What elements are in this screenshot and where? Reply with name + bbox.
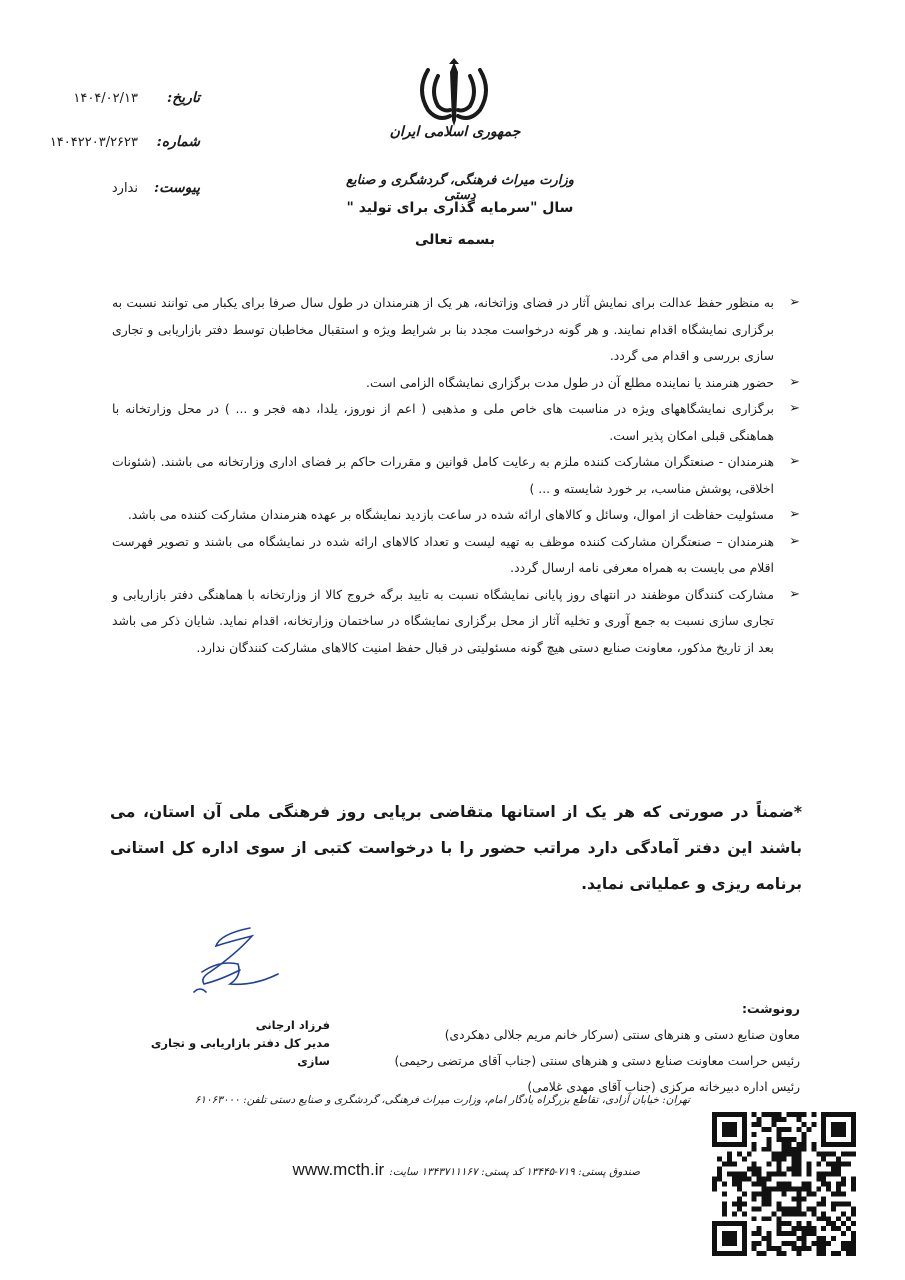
number-row (40, 134, 200, 158)
iran-emblem-icon (414, 58, 494, 128)
check-arrow-icon: ➢ (789, 586, 800, 602)
attachment-label: پیوست: (154, 180, 200, 196)
notice-paragraph: *ضمناً در صورتی که هر یک از استانها متقاضی برپایی روز فرهنگی ملی آن استان، می باشند این دفتر آمادگی دارد مراتب حضور را با درخواست کتبی از سوی اداره کل استانی برنامه ریزی و عملیاتی نماید. (110, 803, 802, 893)
number-value: ۱۴۰۴۲۲۰۳/۲۶۲۳ (49, 135, 138, 150)
list-item: ➢ حضور هنرمند یا نماینده مطلع آن در طول مدت برگزاری نمایشگاه الزامی است. (112, 370, 800, 397)
list-item: ➢ هنرمندان - صنعتگران مشارکت کننده ملزم به رعایت کامل قوانین و مقررات حاکم بر فضای اداری وزارتخانه می باشند. (شئونات اخلاقی، پوشش مناسب، بر خورد شایسته و ... ) (112, 449, 800, 502)
cc-list (380, 996, 800, 1100)
check-arrow-icon: ➢ (789, 533, 800, 549)
check-arrow-icon: ➢ (789, 454, 800, 469)
qr-code-icon (712, 1112, 856, 1256)
footer-contact (270, 1160, 640, 1180)
regulations-list (112, 290, 800, 661)
list-item: ➢ برگزاری نمایشگاههای ویژه در مناسبت های خاص ملی و مذهبی ( اعم از نوروز، یلدا، دهه فجر و ... ) در محل وزارتخانه با هماهنگی قبلی امکان پذیر است. (112, 396, 800, 449)
government-name: جمهوری اسلامی ایران (389, 124, 521, 140)
ministry-name: وزارت میراث فرهنگی، گردشگری و صنایع دستی (346, 173, 574, 203)
cc-recipient: رئیس اداره دبیرخانه مرکزی (جناب آقای مهدی غلامی) (527, 1080, 800, 1094)
signature-icon (180, 920, 280, 1020)
attachment-value: ندارد (111, 181, 138, 196)
year-motto: سال "سرمایه گذاری برای تولید " (346, 200, 574, 216)
list-item: ➢ مشارکت کنندگان موظفند در انتهای روز پایانی نمایشگاه نسبت به تایید برگه خروج کالا از وزارتخانه با هماهنگی دفتر بازاریابی و تجاری سازی نسبت به جمع آوری و تخلیه آثار از محل برگزاری نمایشگاه در ساختمان وزارتخانه، اقدام نماید. شایان ذکر می باشد بعد از تاریخ مذکور، معاونت صنایع دستی هیچ گونه مسئولیتی در قبال حفظ امنیت کالاهای مشارکت کنندگان ندارد. (112, 582, 800, 662)
list-item: ➢ به منظور حفظ عدالت برای نمایش آثار در فضای وزاتخانه، هر یک از هنرمندان در طول سال صرفا برای یکبار می توانند نسبت به برگزاری نمایشگاه اقدام نمایند. و هر گونه درخواست مجدد بنا بر شرایط ویژه و استقبال مخاطبان توسط دفتر بازاریابی و تجاری سازی بررسی و اقدام می گردد. (112, 290, 800, 370)
date-label: تاریخ: (166, 90, 200, 106)
check-arrow-icon: ➢ (789, 295, 800, 310)
footer-address: تهران: خیابان آزادی، تقاطع بزرگراه یادگار امام، وزارت میراث فرهنگی، گردشگری و صنایع دستی تلفن: ۶۱۰۶۳۰۰۰ (194, 1094, 690, 1106)
website-link[interactable]: www.mcth.ir (292, 1160, 385, 1179)
footer-postal: صندوق پستی: ۷۱۹-۱۳۴۴۵ کد پستی: ۱۳۴۳۷۱۱۱۶۷ سایت: (389, 1166, 640, 1178)
list-item: ➢ هنرمندان – صنعتگران مشارکت کننده موظف به تهیه لیست و تعداد کالاهای ارائه شده در نمایشگاه می باشند و تصویر فهرست اقلام می بایست به همراه معرفی نامه ارسال گردد. (112, 529, 800, 582)
check-arrow-icon: ➢ (789, 507, 800, 522)
invocation: بسمه تعالی (414, 232, 496, 248)
date-value: ۱۴۰۴/۰۲/۱۳ (73, 91, 138, 106)
number-label: شماره: (156, 134, 200, 150)
list-item: ➢ مسئولیت حفاظت از اموال، وسائل و کالاهای ارائه شده در ساعت بازدید نمایشگاه بر عهده هنرمندان مشارکت کننده می باشد. (112, 502, 800, 529)
cc-recipient: رئیس حراست معاونت صنایع دستی و هنرهای سنتی (جناب آقای مرتضی رحیمی) (394, 1054, 800, 1068)
signer-block (130, 1016, 330, 1070)
cc-title: رونوشت: (741, 1001, 800, 1016)
check-arrow-icon: ➢ (789, 401, 800, 416)
check-arrow-icon: ➢ (789, 374, 800, 390)
cc-recipient: معاون صنایع دستی و هنرهای سنتی (سرکار خانم مریم جلالی دهکردی) (444, 1028, 800, 1042)
attachment-row (40, 180, 200, 204)
date-row (40, 90, 200, 114)
signer-title: مدیر کل دفتر بازاریابی و تجاری سازی (150, 1036, 330, 1068)
signer-name: فرزاد ارجانی (255, 1018, 330, 1032)
